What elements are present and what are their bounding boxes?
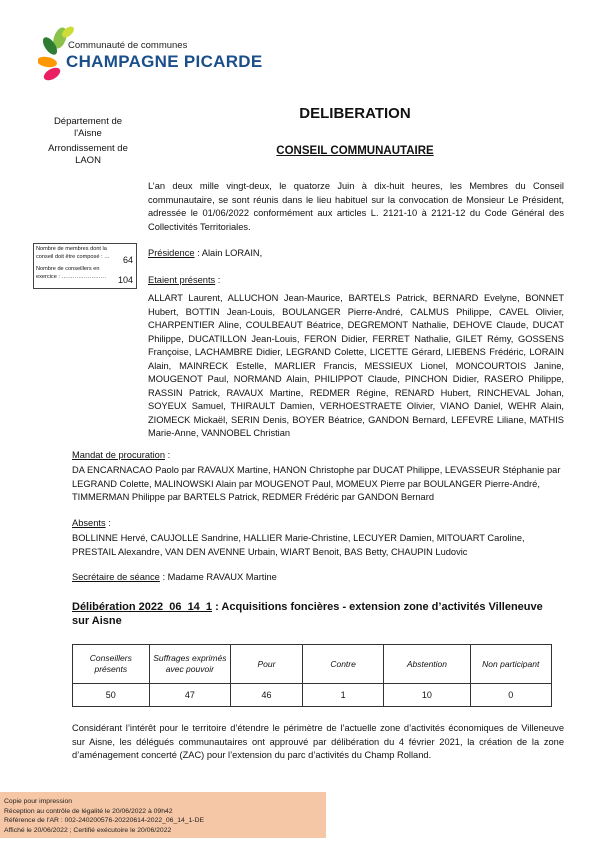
arrondissement: Arrondissement de LAON <box>48 143 128 166</box>
document-title: DELIBERATION <box>299 105 411 122</box>
vote-table <box>72 644 552 707</box>
presents-heading: Etaient présents : <box>148 275 221 285</box>
secretaire: Secrétaire de séance : Madame RAVAUX Martine <box>72 572 277 582</box>
document-subtitle: CONSEIL COMMUNAUTAIRE <box>276 145 434 157</box>
absents-heading: Absents : <box>72 518 111 528</box>
presents-list: ALLART Laurent, ALLUCHON Jean-Maurice, BARTELS Patrick, BERNARD Evelyne, BONNET Hubert, BOTTIN Jean-Louis, BOULANGER Pierre-André, CALMUS Philippe, CAVEL Olivier, CHARPENTIER Aline, COULBEAUT Béatrice, DEGREMONT Nathalie, DEHOVE Claude, DUCAT Philippe, DUCATILLON Jean-Louis, FERON Didier, FERRET Nathalie, GILET Rémy, GOSSENS Françoise, LACHAMBRE Didier, LEGRAND Colette, LICETTE Gérard, LIEBENS Frédéric, LORAIN Alain, MAINRECK Estelle, MARLIER Francis, MESSIEUX Lionel, MONCOURTOIS Janine, MOUGENOT Paul, NORMAND Alain, PHILIPPOT Claude, PINCHON Didier, RASERO Philippe, RASSIN Patrick, RAVAUX Martine, REDMER Régine, RENARD Hubert, RINCHEVAL Johan, SOYEUX Samuel, THIRAULT Damien, VERHOESTRAETE Olivier, VIANO Daniel, WEHR Alain, ZIOMECK Mickaël, SERIN Denis, BOYER Béatrice, GANDON Bernard, LEFEVRE Liliane, MATHIS Marie-Anne, VANNOBEL Christian <box>148 293 564 438</box>
vote-table-header <box>73 645 552 684</box>
considerant-paragraph: Considérant l’intérêt pour le territoire d’étendre le périmètre de l’actuelle zone d’activités économiques de Villeneuve sur Aisne, les délégués communautaires ont approuvé par délibération du 4 février 2021, la création de la zone d’aménagement concerté (ZAC) pour l’extension du parc d’activités du Champ Rolland. <box>72 723 564 760</box>
header-cell: Suffrages exprimés avec pouvoir <box>149 645 230 684</box>
procuration-heading: Mandat de procuration : <box>72 450 171 460</box>
value-cell: 10 <box>384 684 470 707</box>
deliberation-title: Délibération 2022_06_14_1 : Acquisitions foncières - extension zone d’activités Villeneuve sur Aisne <box>72 601 543 627</box>
vote-table-row <box>73 684 552 707</box>
logo-title: CHAMPAGNE PICARDE <box>66 52 263 71</box>
procuration-text: DA ENCARNACAO Paolo par RAVAUX Martine, HANON Christophe par DUCAT Philippe, LEVASSEUR Stéphanie par LEGRAND Colette, MALINOWSKI Alain par MOUGENOT Paul, MOMEUX Pierre par BOULANGER Pierre-André, TIMMERMAN Philippe par BARTELS Patrick, REDMER Frédéric par GANDON Bernard <box>72 465 561 502</box>
exercise-value: 104 <box>117 274 133 285</box>
exercise-row: Nombre de conseillers en exercice : …………………… 104 <box>36 266 133 285</box>
logo-subtitle: Communauté de communes <box>68 40 188 51</box>
value-cell: 0 <box>470 684 551 707</box>
absents-text: BOLLINNE Hervé, CAUJOLLE Sandrine, HALLIER Marie-Christine, LECUYER Damien, MITOUART Caroline, PRESTAIL Alexandre, VAN DEN AVENNE Urbain, WIART Benoit, BAS Betty, CHAUPIN Ludovic <box>72 533 525 557</box>
presidence: Présidence : Alain LORAIN, <box>148 248 263 258</box>
intro-paragraph: L’an deux mille vingt-deux, le quatorze Juin à dix-huit heures, les Membres du Conseil communautaire, se sont réunis dans le lieu habituel sur la convocation de Monsieur Le Président, adressée le 01/06/2022 conformément aux articles L. 2121-10 à 2121-12 du Code Général des Collectivités Territoriales. <box>148 181 564 232</box>
header-cell: Abstention <box>384 645 470 684</box>
header-cell: Non participant <box>470 645 551 684</box>
header-cell: Pour <box>231 645 303 684</box>
value-cell: 1 <box>302 684 383 707</box>
value-cell: 47 <box>149 684 230 707</box>
header-cell: Conseillers présents <box>73 645 150 684</box>
members-value: 64 <box>122 254 133 265</box>
value-cell: 46 <box>231 684 303 707</box>
legality-stamp: Copie pour impression Réception au contrôle de légalité le 20/06/2022 à 09h42 Référence de l'AR : 002-240200576-20220614-2022_06_14_1-DE Affiché le 20/06/2022 ; Certifié exécutoire le 20/06/2022 <box>0 792 326 838</box>
department: Département de l'Aisne <box>53 116 123 139</box>
value-cell: 50 <box>73 684 150 707</box>
member-count-box <box>33 243 137 289</box>
members-row: Nombre de membres dont la conseil doit être composé : … 64 <box>36 246 133 265</box>
header-cell: Contre <box>302 645 383 684</box>
